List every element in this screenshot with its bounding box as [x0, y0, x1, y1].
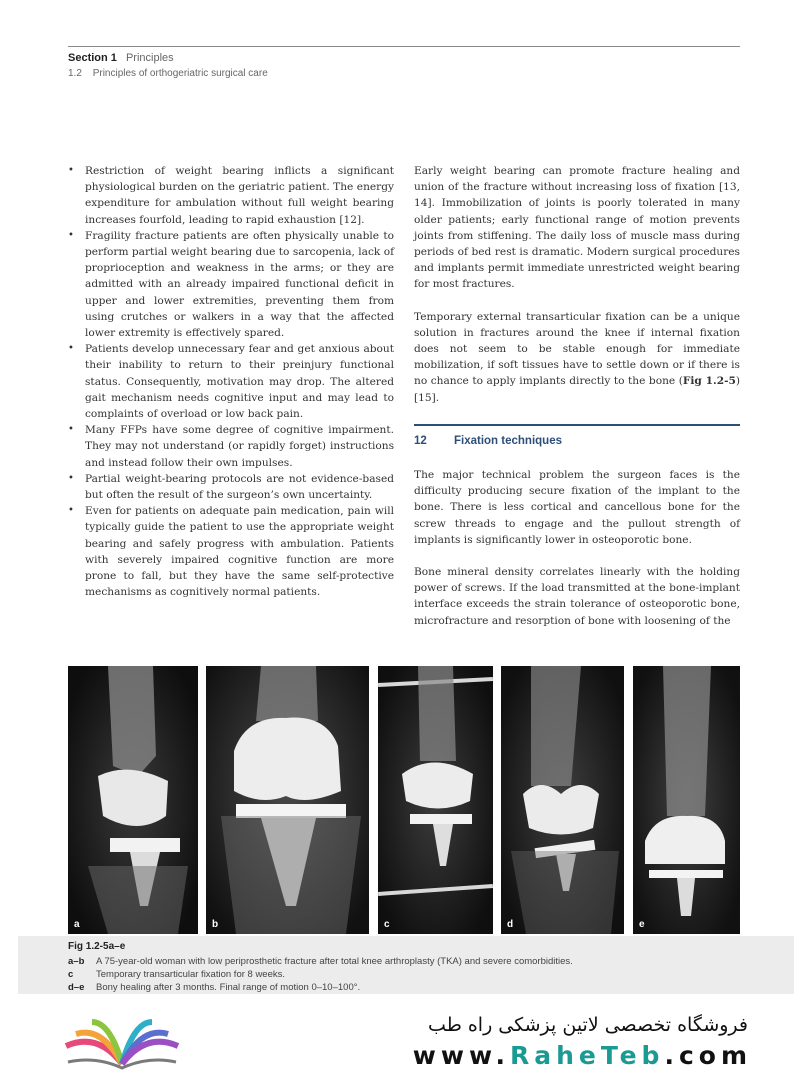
panel-label: a — [74, 919, 80, 930]
caption-text: A 75-year-old woman with low periprosthetic fracture after total knee arthroplasty (TKA) and severe comorbidities. — [96, 956, 573, 967]
caption-key: a–b — [68, 956, 85, 967]
left-column — [68, 163, 394, 600]
xray-image-e — [633, 666, 740, 934]
paragraph-external-fixation — [414, 309, 740, 406]
url-suffix: .com — [664, 1041, 752, 1070]
figure-reference-link[interactable]: Fig 1.2-5 — [682, 375, 736, 388]
panel-label: d — [507, 919, 514, 930]
bullet-list — [68, 163, 394, 600]
bullet-item: • Restriction of weight bearing inflicts a significant physiological burden on the geriatric patient. The energy expenditure for ambulation without full weight bearing increases fourfold, leading to rapid exhaustion [12]. — [68, 163, 394, 228]
running-header-section — [68, 52, 174, 64]
section-number: 12 — [414, 434, 427, 447]
bullet-item: • Fragility fracture patients are often physically unable to perform partial weight bearing due to sarcopenia, lack of proprioception and weakness in the arms; or they are admitted with an already impaired functional deficit in upper and lower extremities, preventing them from using crutches or walkers in a way that the affected lower extremity is effectively spared. — [68, 228, 394, 341]
caption-key: d–e — [68, 982, 85, 993]
panel-label: c — [384, 919, 390, 930]
section-heading — [414, 433, 740, 449]
chapter-number: 1.2 — [68, 68, 82, 79]
caption-row — [68, 969, 285, 980]
xray-image-d — [501, 666, 624, 934]
xray-panel-e — [633, 666, 740, 934]
caption-key: c — [68, 969, 74, 980]
url-brand: RaheTeb — [509, 1041, 665, 1070]
bullet-item: • Patients develop unnecessary fear and get anxious about their inability to return to their preinjury functional status. Consequently, motivation may drop. The altered gait mechanism needs cognitive input and may lead to complaints of overload or low back pain. — [68, 341, 394, 422]
paragraph-bone-density: Bone mineral density correlates linearly with the holding power of screws. If the load transmitted at the bone-implant interface exceeds the strain tolerance of osteoporotic bone, microfracture and resorption of bone with loosening of the — [414, 566, 740, 627]
panel-label: b — [212, 919, 219, 930]
caption-row — [68, 956, 573, 967]
xray-panel-b — [206, 666, 369, 934]
xray-image-c — [378, 666, 493, 934]
xray-panel-d — [501, 666, 624, 934]
xray-image-b — [206, 666, 369, 934]
paragraph-text: Temporary external transarticular fixation can be a unique solution in fractures around the knee if internal fixation does not seem to be stable enough for immediate mobilization, if soft tissues have to settle down or if there is no chance to apply implants directly to the bone ( — [414, 310, 740, 388]
bullet-item: • Many FFPs have some degree of cognitive impairment. They may not understand (or rapidly forget) instructions and instead follow their own impulses. — [68, 422, 394, 471]
xray-panel-c — [378, 666, 493, 934]
bullet-item: • Even for patients on adequate pain medication, pain will typically guide the patient to use the appropriate weight bearing and safely progress with ambulation. Patients with severely impaired cognitive function are more prone to fall, but they have the same self-protective mechanisms as cognitively normal patients. — [68, 503, 394, 600]
figure-caption-title: Fig 1.2-5a–e — [68, 941, 126, 952]
chapter-title: Principles of orthogeriatric surgical care — [92, 68, 268, 79]
paragraph-text: ) [15]. — [414, 375, 740, 404]
running-header-chapter — [68, 68, 268, 79]
url-prefix: www. — [412, 1041, 510, 1070]
book-logo-icon — [58, 1012, 188, 1072]
promo-url-link[interactable] — [413, 1041, 752, 1070]
section-title: Principles — [125, 52, 174, 64]
promo-persian-text: فروشگاه تخصصی لاتین پزشکی راه طب — [428, 1014, 748, 1036]
paragraph-technical-problem: The major technical problem the surgeon faces is the difficulty producing secure fixation of the implant to the bone. There is less cortical and cancellous bone for the screw threads to engage and the pullout strength of implants is significantly lower in osteoporotic bone. — [414, 469, 740, 546]
section-divider — [414, 424, 740, 426]
bullet-item: • Partial weight-bearing protocols are not evidence-based but often the result of the surgeon’s own uncertainty. — [68, 471, 394, 503]
right-column — [414, 163, 740, 645]
header-rule — [68, 46, 740, 47]
figure-xray-strip — [68, 666, 740, 934]
section-heading-text: Fixation techniques — [454, 434, 562, 447]
caption-text: Temporary transarticular fixation for 8 weeks. — [96, 969, 286, 980]
paragraph-early-weight-bearing: Early weight bearing can promote fracture healing and union of the fracture without increasing loss of fixation [13, 14]. Immobilization of joints is poorly tolerated in many older patients; early functional range of motion prevents joints from stiffening. The daily loss of muscle mass during periods of bed rest is dramatic. Modern surgical procedures and implants permit immediate unrestricted weight bearing for most fractures. — [414, 165, 740, 291]
caption-row — [68, 982, 360, 993]
xray-image-a — [68, 666, 198, 934]
section-label: Section 1 — [68, 52, 117, 64]
panel-label: e — [639, 919, 645, 930]
caption-text: Bony healing after 3 months. Final range of motion 0–10–100°. — [96, 982, 361, 993]
xray-panel-a — [68, 666, 198, 934]
